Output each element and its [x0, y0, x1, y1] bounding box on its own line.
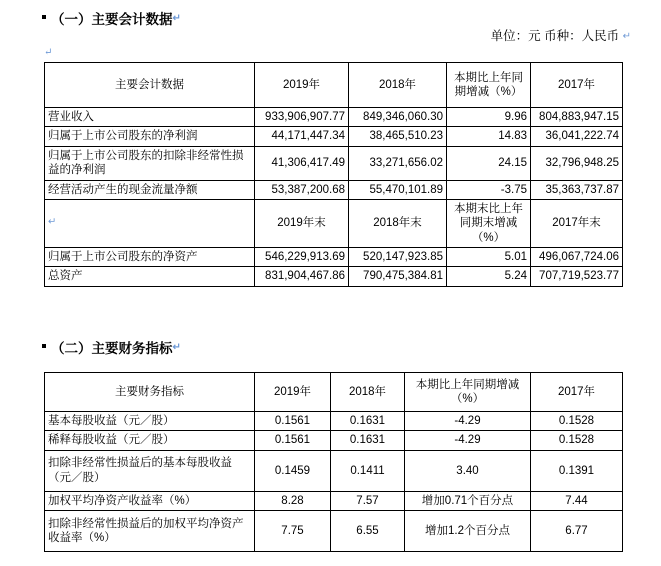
row-value-2018: 0.1631: [331, 412, 405, 431]
row-value-change: -4.29: [405, 431, 531, 450]
table-row: [45, 180, 623, 199]
table-header-row: [45, 63, 623, 108]
row-label: 加权平均净资产收益率（%）: [45, 491, 255, 510]
row-label: 归属于上市公司股东的净资产: [45, 248, 255, 267]
empty-paragraph-mark: [44, 44, 52, 59]
header-cell: 2019年: [255, 373, 331, 412]
table-row: [45, 127, 623, 146]
row-value-change: 24.15: [447, 146, 531, 180]
row-value-2019: 53,387,200.68: [255, 180, 349, 199]
main-accounting-data-table: [44, 62, 623, 287]
header-cell: 2017年: [531, 63, 623, 108]
row-value-2018: 0.1631: [331, 431, 405, 450]
row-value-change: 5.24: [447, 267, 531, 286]
paragraph-mark-icon: ↵: [622, 31, 631, 43]
row-value-2018: 520,147,923.85: [349, 248, 447, 267]
paragraph-mark-icon: ↵: [172, 341, 181, 353]
row-value-2018: 33,271,656.02: [349, 146, 447, 180]
paragraph-mark-icon: ↵: [44, 46, 53, 58]
table-row: [45, 108, 623, 127]
row-value-2018: 55,470,101.89: [349, 180, 447, 199]
header-cell: 主要财务指标: [45, 373, 255, 412]
row-value-2018: 38,465,510.23: [349, 127, 447, 146]
row-value-change: 14.83: [447, 127, 531, 146]
row-value-change: 增加0.71个百分点: [405, 491, 531, 510]
unit-currency-line: [491, 26, 631, 44]
row-value-2019: 831,904,467.86: [255, 267, 349, 286]
row-value-2017: 496,067,724.06: [531, 248, 623, 267]
row-value-2019: 0.1561: [255, 412, 331, 431]
row-value-change: 9.96: [447, 108, 531, 127]
table-row: [45, 450, 623, 491]
row-label: 归属于上市公司股东的净利润: [45, 127, 255, 146]
row-value-2019: 8.28: [255, 491, 331, 510]
row-value-change: 5.01: [447, 248, 531, 267]
row-label: 经营活动产生的现金流量净额: [45, 180, 255, 199]
subheader-cell: 2019年末: [255, 199, 349, 247]
row-value-2017: 0.1528: [531, 431, 623, 450]
row-value-2018: 0.1411: [331, 450, 405, 491]
bullet-icon: [42, 344, 46, 348]
table-header-row: [45, 373, 623, 412]
row-value-2017: 6.77: [531, 511, 623, 552]
header-cell: 主要会计数据: [45, 63, 255, 108]
table-row: [45, 267, 623, 286]
row-label: 基本每股收益（元／股）: [45, 412, 255, 431]
section2-heading-text: （二）主要财务指标: [51, 341, 173, 356]
row-value-2019: 44,171,447.34: [255, 127, 349, 146]
row-value-2017: 7.44: [531, 491, 623, 510]
header-cell: 2018年: [349, 63, 447, 108]
table-row: [45, 491, 623, 510]
row-value-2017: 35,363,737.87: [531, 180, 623, 199]
table-row: [45, 412, 623, 431]
paragraph-mark-icon: ↵: [48, 216, 57, 228]
row-value-2017: 36,041,222.74: [531, 127, 623, 146]
row-value-change: -3.75: [447, 180, 531, 199]
row-value-2017: 0.1391: [531, 450, 623, 491]
table-row: [45, 146, 623, 180]
table-row: [45, 431, 623, 450]
header-cell: 本期比上年同期增减（%）: [447, 63, 531, 108]
table-row: [45, 511, 623, 552]
row-label: 扣除非经常性损益后的加权平均净资产收益率（%）: [45, 511, 255, 552]
subheader-cell: 2017年末: [531, 199, 623, 247]
bullet-icon: [42, 15, 46, 19]
section1-heading-text: （一）主要会计数据: [51, 12, 173, 27]
row-value-2019: 0.1561: [255, 431, 331, 450]
header-cell: 本期比上年同期增减（%）: [405, 373, 531, 412]
row-value-change: -4.29: [405, 412, 531, 431]
row-value-2019: 933,906,907.77: [255, 108, 349, 127]
row-value-2019: 546,229,913.69: [255, 248, 349, 267]
row-value-2017: 707,719,523.77: [531, 267, 623, 286]
subheader-cell-empty: [45, 199, 255, 247]
paragraph-mark-icon: ↵: [172, 12, 181, 24]
main-financial-indicators-table: [44, 372, 623, 552]
row-label: 总资产: [45, 267, 255, 286]
row-value-2018: 849,346,060.30: [349, 108, 447, 127]
row-value-2018: 6.55: [331, 511, 405, 552]
row-value-2019: 41,306,417.49: [255, 146, 349, 180]
row-label: 扣除非经常性损益后的基本每股收益（元／股）: [45, 450, 255, 491]
unit-currency-text: 单位：元 币种：人民币: [490, 29, 620, 43]
row-value-2018: 790,475,384.81: [349, 267, 447, 286]
section-heading-financial-indicators: [42, 337, 181, 357]
row-value-2019: 7.75: [255, 511, 331, 552]
row-value-2018: 7.57: [331, 491, 405, 510]
row-value-2017: 32,796,948.25: [531, 146, 623, 180]
table-subheader-row: [45, 199, 623, 247]
row-label: 稀释每股收益（元／股）: [45, 431, 255, 450]
row-value-2017: 804,883,947.15: [531, 108, 623, 127]
row-value-change: 增加1.2个百分点: [405, 511, 531, 552]
row-value-2019: 0.1459: [255, 450, 331, 491]
section-heading-accounting-data: [42, 8, 181, 28]
row-value-change: 3.40: [405, 450, 531, 491]
header-cell: 2017年: [531, 373, 623, 412]
row-value-2017: 0.1528: [531, 412, 623, 431]
subheader-cell: 2018年末: [349, 199, 447, 247]
subheader-cell: 本期末比上年同期末增减（%）: [447, 199, 531, 247]
row-label: 营业收入: [45, 108, 255, 127]
row-label: 归属于上市公司股东的扣除非经常性损益的净利润: [45, 146, 255, 180]
header-cell: 2018年: [331, 373, 405, 412]
table-row: [45, 248, 623, 267]
header-cell: 2019年: [255, 63, 349, 108]
